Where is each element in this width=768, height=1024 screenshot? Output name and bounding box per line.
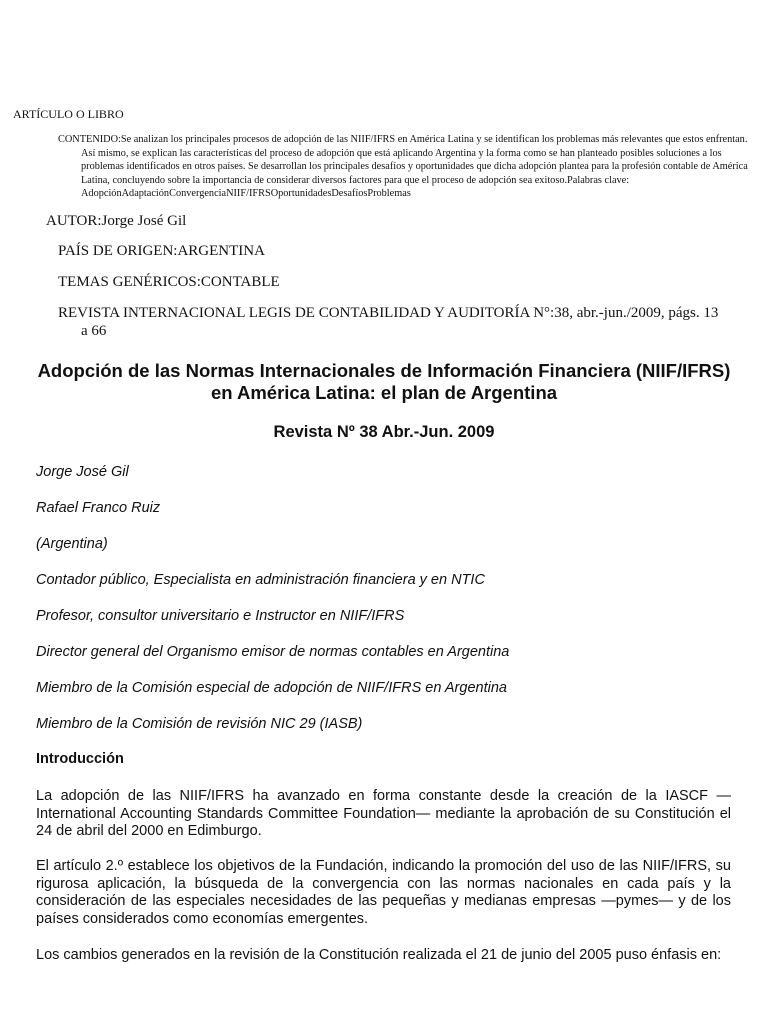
author-info-line: Director general del Organismo emisor de normas contables en Argentina: [36, 644, 510, 660]
body-paragraph: El artículo 2.º establece los objetivos de la Fundación, indicando la promoción del uso de las NIIF/IFRS, su rigurosa aplicación, la búsqueda de la convergencia con las normas nacionales en cada país y la consideración de las especiales necesidades de las pequeñas y medianas empresas —pymes— y de los países considerados como economías emergentes.: [36, 858, 731, 927]
author-info-line: (Argentina): [36, 536, 108, 552]
author-info-line: Jorge José Gil: [36, 464, 129, 480]
body-paragraph: Los cambios generados en la revisión de la Constitución realizada el 21 de junio del 2005 puso énfasis en:: [36, 947, 722, 963]
section-heading-introduccion: Introducción: [36, 751, 124, 767]
author-info-line: Contador público, Especialista en administración financiera y en NTIC: [36, 572, 485, 588]
revista-citation: REVISTA INTERNACIONAL LEGIS DE CONTABILIDAD Y AUDITORÍA N°:38, abr.-jun./2009, págs. 13 a 66: [58, 305, 719, 339]
article-title: Adopción de las Normas Internacionales de Información Financiera (NIIF/IFRS) en América Latina: el plan de Argentina: [37, 360, 731, 403]
author-info-line: Miembro de la Comisión de revisión NIC 29 (IASB): [36, 716, 363, 732]
temas-genericos-line: TEMAS GENÉRICOS:CONTABLE: [58, 274, 280, 290]
contenido-abstract: CONTENIDO:Se analizan los principales procesos de adopción de las NIIF/IFRS en América Latina y se identifican los problemas más relevantes que estos enfrentan. Así mismo, se explican las características del proceso de adopción que está aplicando Argentina y la forma como se han planteado posibles soluciones a los problemas identificados en otros países. Se desarrollan los principales desafíos y oportunidades que dicha adopción plantea para la profesión contable de América Latina, concluyendo sobre la importancia de considerar diversos factores para que el proceso de adopción sea exitoso.Palabras clave: AdopciónAdaptaciónConvergenciaNIIF/IFRSOportunidadesDesafíosProblemas: [58, 134, 748, 199]
document-type-label: ARTÍCULO O LIBRO: [13, 107, 124, 121]
autor-line: AUTOR:Jorge José Gil: [46, 213, 187, 229]
author-info-line: Profesor, consultor universitario e Instructor en NIIF/IFRS: [36, 608, 405, 624]
article-subtitle: Revista Nº 38 Abr.-Jun. 2009: [273, 423, 495, 441]
author-info-list: [36, 463, 736, 751]
pais-origen-line: PAÍS DE ORIGEN:ARGENTINA: [58, 243, 265, 259]
author-info-line: Miembro de la Comisión especial de adopción de NIIF/IFRS en Argentina: [36, 680, 507, 696]
author-info-line: Rafael Franco Ruiz: [36, 500, 161, 516]
body-paragraph: La adopción de las NIIF/IFRS ha avanzado en forma constante desde la creación de la IASCF —International Accounting Standards Committee Foundation— mediante la aprobación de su Constitución el 24 de abril del 2000 en Edimburgo.: [36, 788, 731, 839]
